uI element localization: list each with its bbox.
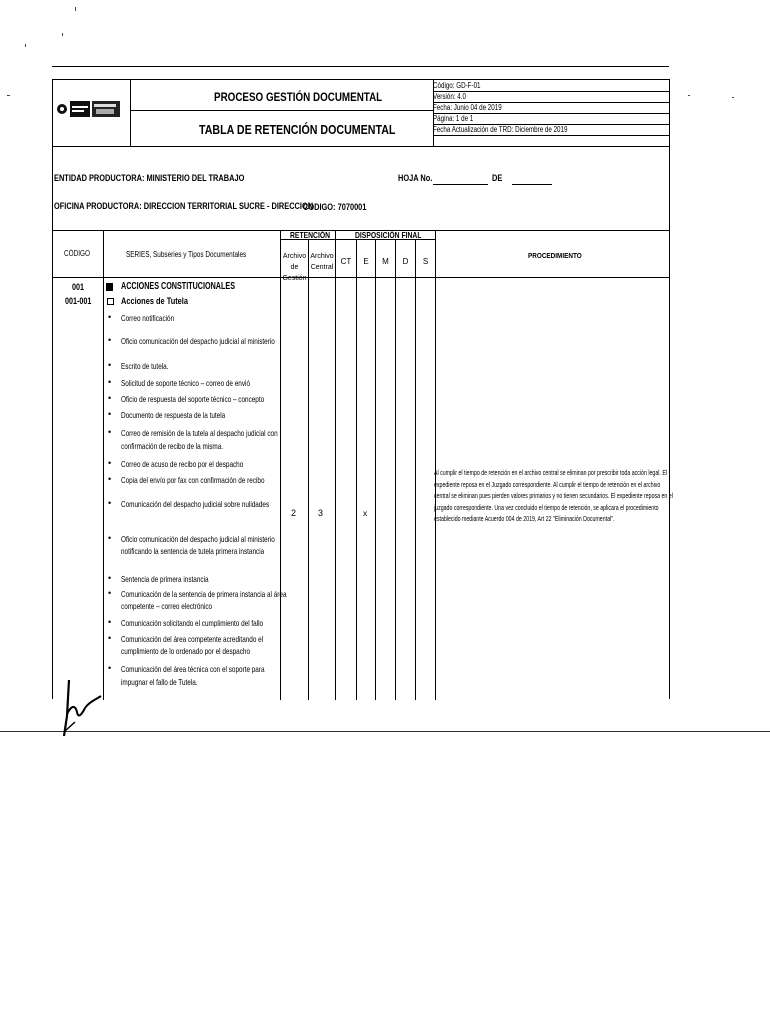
meta-rule	[433, 113, 669, 114]
header-ct: CT	[340, 257, 352, 266]
bullet-icon: •	[108, 633, 112, 643]
col-line	[395, 239, 396, 700]
header-archivo-gestion-l2: Gestión	[282, 275, 307, 282]
bullet-icon: •	[108, 458, 112, 468]
entidad-productora: ENTIDAD PRODUCTORA: MINISTERIO DEL TRABAJO	[54, 173, 245, 184]
doc-type-line: Comunicación de la sentencia de primera instancia al área	[121, 589, 287, 599]
doc-type-line: Sentencia de primera instancia	[121, 574, 209, 584]
bullet-icon: •	[108, 533, 112, 543]
bullet-icon: •	[108, 409, 112, 419]
ministry-logo	[56, 98, 122, 120]
header-archivo-gestion-l1: Archivo de	[282, 253, 307, 271]
header-bottom	[52, 146, 669, 147]
doc-type-line: impugnar el fallo de Tutela.	[121, 677, 198, 687]
bullet-icon: •	[108, 617, 112, 627]
doc-type-line: Correo de acuso de recibo por el despacho	[121, 459, 244, 469]
oficina-productora: OFICINA PRODUCTORA: DIRECCION TERRITORIAL SUCRE - DIRECCION	[54, 201, 314, 212]
meta-rule	[433, 91, 669, 92]
bullet-icon: •	[108, 360, 112, 370]
col-line	[356, 239, 357, 700]
doc-type-line: Oficio comunicación del despacho judicial al ministerio	[121, 534, 275, 544]
bullet-icon: •	[108, 393, 112, 403]
bullet-icon: •	[108, 427, 112, 437]
procedure-line: expediente reposa en el Juzgado correspondiente. Al cumplir el tiempo de retención en el archivo	[434, 479, 661, 489]
header-s: S	[422, 257, 429, 266]
col-line	[415, 239, 416, 700]
header-disposicion: DISPOSICIÓN FINAL	[355, 230, 422, 240]
bullet-icon: •	[108, 573, 112, 583]
handwritten-signature	[55, 676, 105, 738]
codigo-oficina: CODIGO: 7070001	[303, 202, 367, 213]
disposition-e-mark: x	[363, 508, 368, 518]
header-e: E	[363, 257, 369, 266]
code-serie: 001	[72, 282, 85, 292]
doc-type-line: Solicitud de soporte técnico – correo de envió	[121, 378, 250, 388]
header-archivo-gestion	[281, 251, 308, 284]
header-archivo-central-l1: Archivo	[310, 253, 334, 260]
procedure-text	[434, 467, 673, 525]
de-label: DE	[492, 173, 503, 184]
doc-type-line: Copia del envío por fax con confirmación de recibo	[121, 475, 265, 485]
bullet-icon: •	[108, 663, 112, 673]
de-blank	[512, 184, 552, 185]
code-subserie: 001-001	[65, 296, 92, 306]
scan-speck	[75, 7, 76, 11]
serie-marker	[106, 283, 113, 291]
col-line	[435, 230, 436, 700]
meta-date: Fecha: Junio 04 de 2019	[433, 103, 502, 112]
doc-type-line: notificando la sentencia de tutela primera instancia	[121, 546, 265, 556]
serie-name: ACCIONES CONSTITUCIONALES	[121, 281, 236, 292]
procedure-line: central se eliminan pues pierden valores primarios y no tienen secundarios. El expediente reposa en el	[434, 491, 673, 500]
logo-divider	[130, 79, 131, 146]
procedure-line: establecido mediante Acuerdo 004 de 2019, Art 22 "Eliminación Documental".	[434, 514, 615, 523]
scan-speck	[62, 33, 63, 36]
scan-speck	[7, 95, 10, 96]
meta-page: Página: 1 de 1	[433, 114, 474, 123]
doc-type-line: Comunicación solicitando el cumplimiento del fallo	[121, 618, 264, 628]
scan-speck	[732, 97, 734, 98]
bullet-icon: •	[108, 474, 112, 484]
process-title: PROCESO GESTIÓN DOCUMENTAL	[214, 90, 383, 104]
doc-type-line: confirmación de recibo de la misma.	[121, 441, 224, 451]
meta-rule	[433, 102, 669, 103]
doc-type-line: Comunicación del despacho judicial sobre nulidades	[121, 499, 270, 509]
left-border	[52, 79, 53, 699]
bullet-icon: •	[108, 588, 112, 598]
page-edge-line	[0, 731, 770, 732]
col-line	[280, 230, 281, 700]
scan-speck	[688, 95, 690, 96]
meta-version: Versión: 4.0	[433, 92, 466, 101]
doc-type-line: Comunicación del área competente acreditando el	[121, 634, 264, 644]
header-m: M	[382, 257, 389, 266]
retention-gestion: 2	[291, 508, 297, 518]
col-line	[335, 230, 336, 700]
hoja-blank	[433, 184, 488, 185]
document-title: TABLA DE RETENCIÓN DOCUMENTAL	[199, 122, 396, 137]
header-procedimiento: PROCEDIMIENTO	[528, 251, 582, 260]
doc-type-line: competente – correo electrónico	[121, 601, 213, 611]
procedure-line: Al cumplir el tiempo de retención en el archivo central se eliminan por prescribir toda acción legal. El	[434, 468, 668, 477]
header-archivo-central	[309, 251, 335, 273]
meta-block	[433, 80, 669, 135]
right-border	[669, 79, 670, 699]
procedure-line: juzgado correspondiente. Una vez concluido el tiempo de retención, se aplicara el procedimiento	[434, 502, 659, 512]
header-codigo: CÓDIGO	[64, 249, 90, 258]
bullet-icon: •	[108, 312, 112, 322]
meta-rule	[433, 124, 669, 125]
col-line	[103, 230, 104, 700]
top-border	[52, 66, 669, 67]
bullet-icon: •	[108, 335, 112, 345]
doc-type-line: Correo notificación	[121, 313, 175, 323]
col-line	[308, 239, 309, 700]
table-head-bottom	[52, 277, 669, 278]
col-line	[375, 239, 376, 700]
meta-update: Fecha Actualización de TRD: Diciembre de 2019	[433, 125, 568, 134]
scan-speck	[25, 44, 26, 47]
doc-type-line: Correo de remisión de la tutela al despacho judicial con	[121, 428, 278, 438]
header-series: SERIES, Subseries y Tipos Documentales	[126, 250, 247, 259]
title-divider	[130, 110, 433, 111]
doc-type-line: Documento de respuesta de la tutela	[121, 410, 226, 420]
header-d: D	[402, 257, 409, 266]
subserie-checkbox	[107, 298, 114, 305]
header-retencion: RETENCIÓN	[290, 230, 331, 240]
meta-code: Código: GD-F-01	[433, 81, 481, 90]
hoja-label: HOJA No.	[398, 173, 433, 184]
doc-type-line: Comunicación del área técnica con el soporte para	[121, 664, 265, 674]
doc-type-line: Oficio comunicación del despacho judicial al ministerio	[121, 336, 275, 346]
subserie-name: Acciones de Tutela	[121, 296, 188, 307]
doc-type-line: Escrito de tutela.	[121, 361, 169, 371]
bullet-icon: •	[108, 377, 112, 387]
meta-rule	[433, 135, 669, 136]
bullet-icon: •	[108, 498, 112, 508]
header-archivo-central-l2: Central	[310, 264, 334, 271]
doc-type-line: Oficio de respuesta del soporte técnico – concepto	[121, 394, 265, 404]
retention-central: 3	[318, 508, 324, 518]
doc-type-line: cumplimiento de lo ordenado por el despacho	[121, 646, 251, 656]
